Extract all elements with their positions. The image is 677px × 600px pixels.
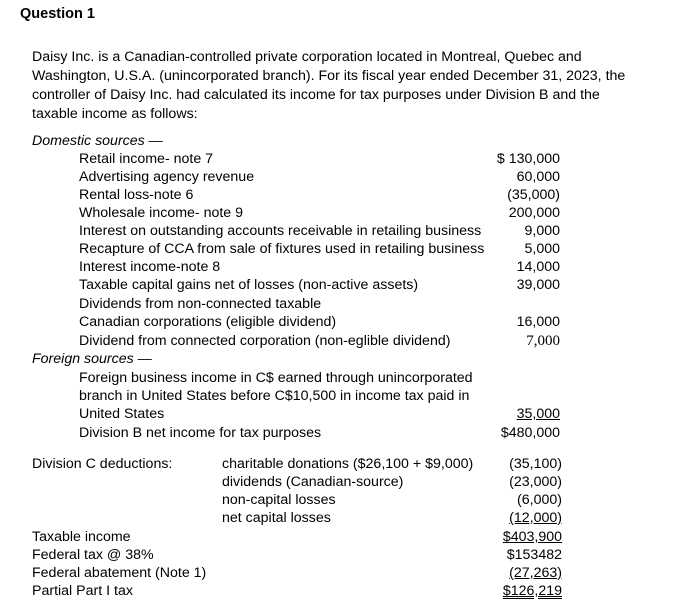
domestic-item-label: Dividend from connected corporation (non-eglible dividend) — [79, 333, 451, 349]
domestic-item-value: 200,000 — [508, 205, 560, 221]
domestic-item-label: Recapture of CCA from sale of fixtures used in retailing business — [79, 241, 485, 257]
foreign-value: 35,000 — [516, 406, 560, 422]
summary-label: Federal tax @ 38% — [32, 547, 154, 563]
domestic-item-label: Dividends from non-connected taxable — [79, 296, 322, 312]
domestic-item-value: 60,000 — [516, 169, 560, 185]
summary-label: Partial Part I tax — [32, 583, 133, 599]
summary-value: $153482 — [506, 547, 562, 563]
domestic-item-value: 16,000 — [516, 314, 560, 330]
division-b-value: $480,000 — [500, 425, 560, 441]
division-c-item-label: net capital losses — [222, 510, 331, 526]
domestic-item-label: Rental loss-note 6 — [79, 187, 194, 203]
division-b-label: Division B net income for tax purposes — [79, 425, 322, 441]
division-c-item-label: non-capital losses — [222, 492, 336, 508]
division-c-item-value: (35,100) — [509, 456, 562, 472]
division-c-item-value: (23,000) — [509, 474, 562, 490]
summary-label: Taxable income — [32, 529, 131, 545]
domestic-item-label: Wholesale income- note 9 — [79, 205, 244, 221]
summary-value: $126,219 — [502, 583, 562, 599]
division-c-heading: Division C deductions: — [32, 456, 173, 472]
summary-value: (27,263) — [509, 565, 562, 581]
domestic-item-value: 7,000 — [526, 333, 560, 349]
domestic-item-value: 9,000 — [524, 223, 560, 239]
domestic-item-label: Retail income- note 7 — [79, 151, 214, 167]
foreign-sources-heading: Foreign sources — — [32, 351, 152, 367]
division-c-item-value: (12,000) — [509, 510, 562, 526]
summary-label: Federal abatement (Note 1) — [32, 565, 207, 581]
foreign-text-line: Foreign business income in C$ earned through unincorporated — [79, 370, 473, 386]
domestic-item-value: 5,000 — [524, 241, 560, 257]
division-c-item-label: charitable donations ($26,100 + $9,000) — [222, 456, 474, 472]
domestic-item-value: (35,000) — [507, 187, 560, 203]
question-title: Question 1 — [20, 6, 95, 22]
domestic-sources-heading: Domestic sources — — [32, 133, 163, 149]
domestic-item-label: Interest on outstanding accounts receivable in retailing business — [79, 223, 482, 239]
domestic-item-value: $ 130,000 — [496, 151, 560, 167]
domestic-item-label: Taxable capital gains net of losses (non-active assets) — [79, 277, 419, 293]
domestic-item-value: 14,000 — [516, 259, 560, 275]
domestic-item-label: Advertising agency revenue — [79, 169, 255, 185]
foreign-text-line: branch in United States before C$10,500 in income tax paid in — [79, 388, 470, 404]
summary-value: $403,900 — [502, 529, 562, 545]
division-c-item-label: dividends (Canadian-source) — [222, 474, 404, 490]
domestic-item-label: Interest income-note 8 — [79, 259, 221, 275]
division-c-item-value: (6,000) — [517, 492, 562, 508]
intro-paragraph: Daisy Inc. is a Canadian-controlled private corporation located in Montreal, Quebec and Washington, U.S.A. (unincorporated branch). For its fiscal year ended December 31, 2023, the controller of Daisy Inc. had calculated its income for tax purposes under Division B and the taxable income as follows: — [32, 49, 626, 122]
domestic-item-value: 39,000 — [516, 277, 560, 293]
domestic-item-label: Canadian corporations (eligible dividend) — [79, 314, 337, 330]
foreign-text-line: United States — [79, 406, 165, 422]
